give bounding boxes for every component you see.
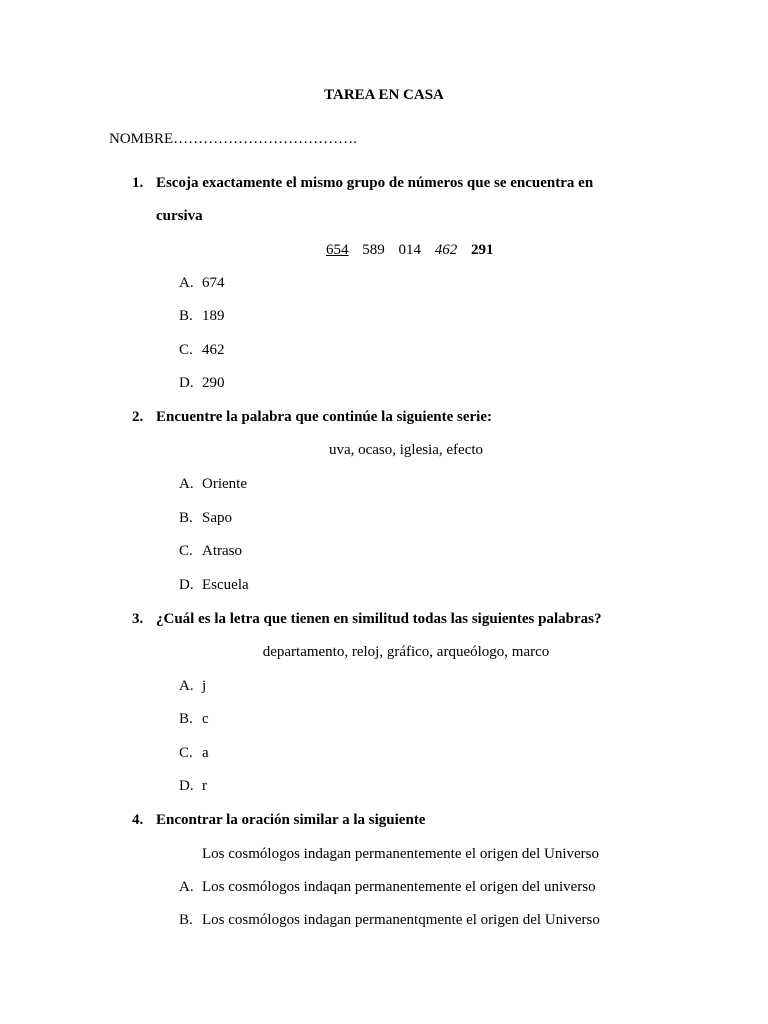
option-text: 674 bbox=[202, 275, 225, 291]
sequence-item: 014 bbox=[398, 242, 421, 258]
option-text: 290 bbox=[202, 375, 225, 391]
option-letter: C. bbox=[179, 543, 193, 559]
option-letter: D. bbox=[179, 778, 194, 794]
question-2-number: 2. bbox=[132, 409, 144, 425]
option-letter: B. bbox=[179, 510, 193, 526]
question-3-number: 3. bbox=[132, 611, 144, 627]
option-letter: B. bbox=[179, 308, 193, 324]
sequence-item: 654 bbox=[326, 242, 349, 258]
option-letter: D. bbox=[179, 375, 194, 391]
question-3-text: ¿Cuál es la letra que tienen en similitud todas las siguientes palabras? bbox=[156, 611, 602, 627]
question-1-text-cont: cursiva bbox=[156, 208, 203, 224]
option-letter: D. bbox=[179, 577, 194, 593]
option-text: Escuela bbox=[202, 577, 249, 593]
question-3-prompt: departamento, reloj, gráfico, arqueólogo, marco bbox=[262, 644, 550, 660]
sequence-item: 291 bbox=[471, 242, 494, 258]
question-1-text: Escoja exactamente el mismo grupo de números que se encuentra en bbox=[156, 175, 594, 191]
option-text: r bbox=[202, 778, 207, 794]
number-sequence bbox=[326, 241, 504, 259]
option-text: j bbox=[202, 678, 207, 694]
option-text: Oriente bbox=[202, 476, 247, 492]
option-text: Los cosmólogos indagan permanentqmente el origen del Universo bbox=[202, 912, 600, 928]
option-text: c bbox=[202, 711, 209, 727]
option-text: 189 bbox=[202, 308, 225, 324]
option-text: a bbox=[202, 745, 209, 761]
option-text: 462 bbox=[202, 342, 225, 358]
question-2-text: Encuentre la palabra que continúe la siguiente serie: bbox=[156, 409, 492, 425]
question-1-number: 1. bbox=[132, 175, 144, 191]
page-title: TAREA EN CASA bbox=[324, 87, 444, 103]
option-letter: A. bbox=[179, 476, 194, 492]
option-letter: B. bbox=[179, 912, 193, 928]
sequence-item: 462 bbox=[434, 242, 458, 258]
sequence-item: 589 bbox=[362, 242, 385, 258]
option-text: Atraso bbox=[202, 543, 242, 559]
option-letter: A. bbox=[179, 275, 194, 291]
question-4-prompt: Los cosmólogos indagan permanentemente el origen del Universo bbox=[202, 846, 599, 862]
question-4-text: Encontrar la oración similar a la siguiente bbox=[156, 812, 426, 828]
option-letter: A. bbox=[179, 678, 194, 694]
option-letter: C. bbox=[179, 745, 193, 761]
name-field-label: NOMBRE………………………………. bbox=[109, 131, 357, 147]
option-letter: C. bbox=[179, 342, 193, 358]
question-2-prompt: uva, ocaso, iglesia, efecto bbox=[328, 442, 484, 458]
option-text: Sapo bbox=[202, 510, 232, 526]
option-letter: B. bbox=[179, 711, 193, 727]
option-letter: A. bbox=[179, 879, 194, 895]
option-text: Los cosmólogos indaqan permanentemente el origen del universo bbox=[202, 879, 596, 895]
question-4-number: 4. bbox=[132, 812, 144, 828]
